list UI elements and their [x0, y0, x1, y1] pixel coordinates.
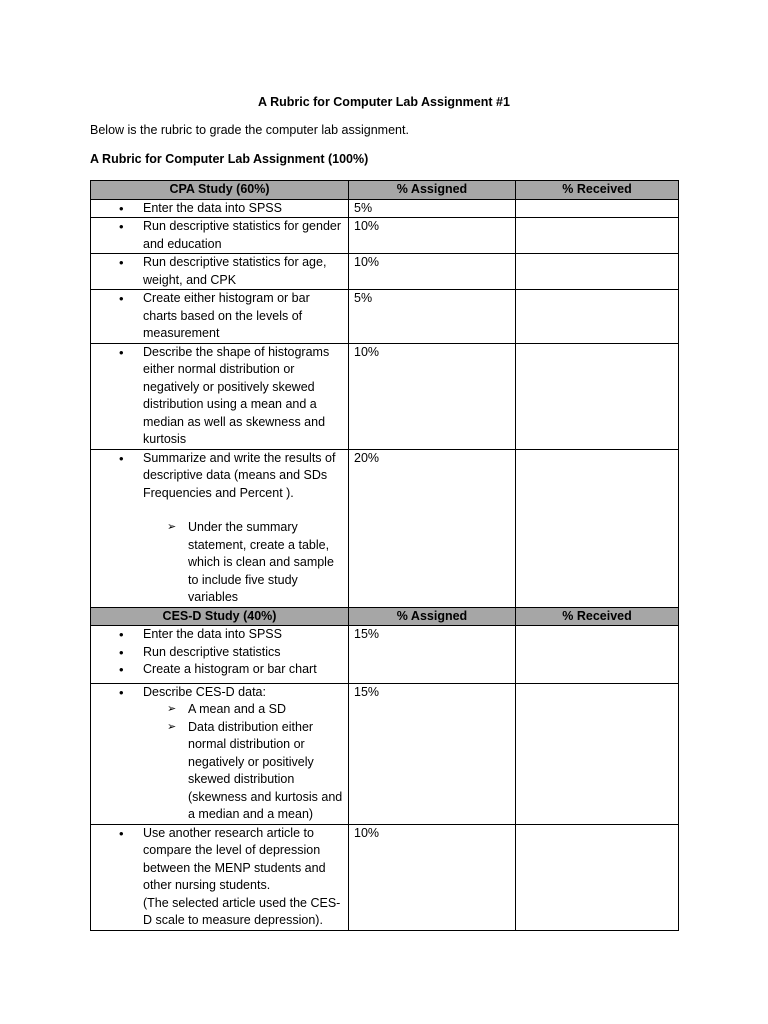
cesd-study-header: CES-D Study (40%)	[91, 607, 349, 626]
assigned-cell: 5%	[349, 199, 516, 218]
table-row	[91, 683, 679, 824]
task-note: (The selected article used the CES-D scale to measure depression).	[143, 895, 341, 927]
cesd-received-header: % Received	[516, 607, 679, 626]
sub-task-item: ➢ A mean and a SD	[188, 701, 343, 719]
table-row	[91, 626, 679, 684]
task-item: • Create a histogram or bar chart	[143, 661, 343, 679]
received-cell	[516, 254, 679, 290]
table-row	[91, 254, 679, 290]
table-row	[91, 824, 679, 930]
cpa-received-header: % Received	[516, 181, 679, 200]
table-row	[91, 343, 679, 449]
received-cell	[516, 824, 679, 930]
assigned-cell: 10%	[349, 824, 516, 930]
cesd-assigned-header: % Assigned	[349, 607, 516, 626]
received-cell	[516, 343, 679, 449]
assigned-cell: 20%	[349, 449, 516, 607]
assigned-cell: 10%	[349, 343, 516, 449]
assigned-cell: 5%	[349, 290, 516, 344]
assigned-cell: 15%	[349, 626, 516, 684]
task-item: • Enter the data into SPSS	[143, 200, 343, 218]
received-cell	[516, 290, 679, 344]
task-item: • Describe the shape of histograms either normal distribution or negatively or positively skewed distribution using a mean and a median as well as skewness and kurtosis	[143, 344, 343, 449]
document-title: A Rubric for Computer Lab Assignment #1	[258, 95, 510, 109]
cpa-header-row	[91, 181, 679, 200]
intro-text: Below is the rubric to grade the computer lab assignment.	[90, 123, 409, 137]
assigned-cell: 10%	[349, 218, 516, 254]
sub-task-item: ➢ Data distribution either normal distribution or negatively or positively skewed distribution (skewness and kurtosis and a median and a mean)	[188, 719, 343, 824]
assigned-cell: 10%	[349, 254, 516, 290]
received-cell	[516, 626, 679, 684]
received-cell	[516, 199, 679, 218]
received-cell	[516, 218, 679, 254]
task-item: • Run descriptive statistics	[143, 644, 343, 662]
table-row	[91, 218, 679, 254]
sub-task-item: ➢ Under the summary statement, create a table, which is clean and sample to include five study variables	[188, 519, 343, 607]
cpa-assigned-header: % Assigned	[349, 181, 516, 200]
table-row	[91, 199, 679, 218]
received-cell	[516, 683, 679, 824]
task-text: Use another research article to compare the level of depression between the MENP students and other nursing students.	[143, 825, 326, 892]
task-item	[143, 825, 343, 930]
cpa-study-header: CPA Study (60%)	[91, 181, 349, 200]
task-item: • Describe CES-D data:	[143, 684, 343, 702]
table-row	[91, 290, 679, 344]
rubric-table	[90, 180, 679, 931]
received-cell	[516, 449, 679, 607]
table-row	[91, 449, 679, 607]
cesd-header-row	[91, 607, 679, 626]
task-item: • Run descriptive statistics for gender and education	[143, 218, 343, 253]
task-item: • Create either histogram or bar charts based on the levels of measurement	[143, 290, 343, 343]
assigned-cell: 15%	[349, 683, 516, 824]
task-item: • Enter the data into SPSS	[143, 626, 343, 644]
task-item: • Summarize and write the results of descriptive data (means and SDs Frequencies and Percent ).	[143, 450, 343, 503]
task-item: • Run descriptive statistics for age, weight, and CPK	[143, 254, 343, 289]
rubric-table-title: A Rubric for Computer Lab Assignment (100%)	[90, 152, 369, 166]
